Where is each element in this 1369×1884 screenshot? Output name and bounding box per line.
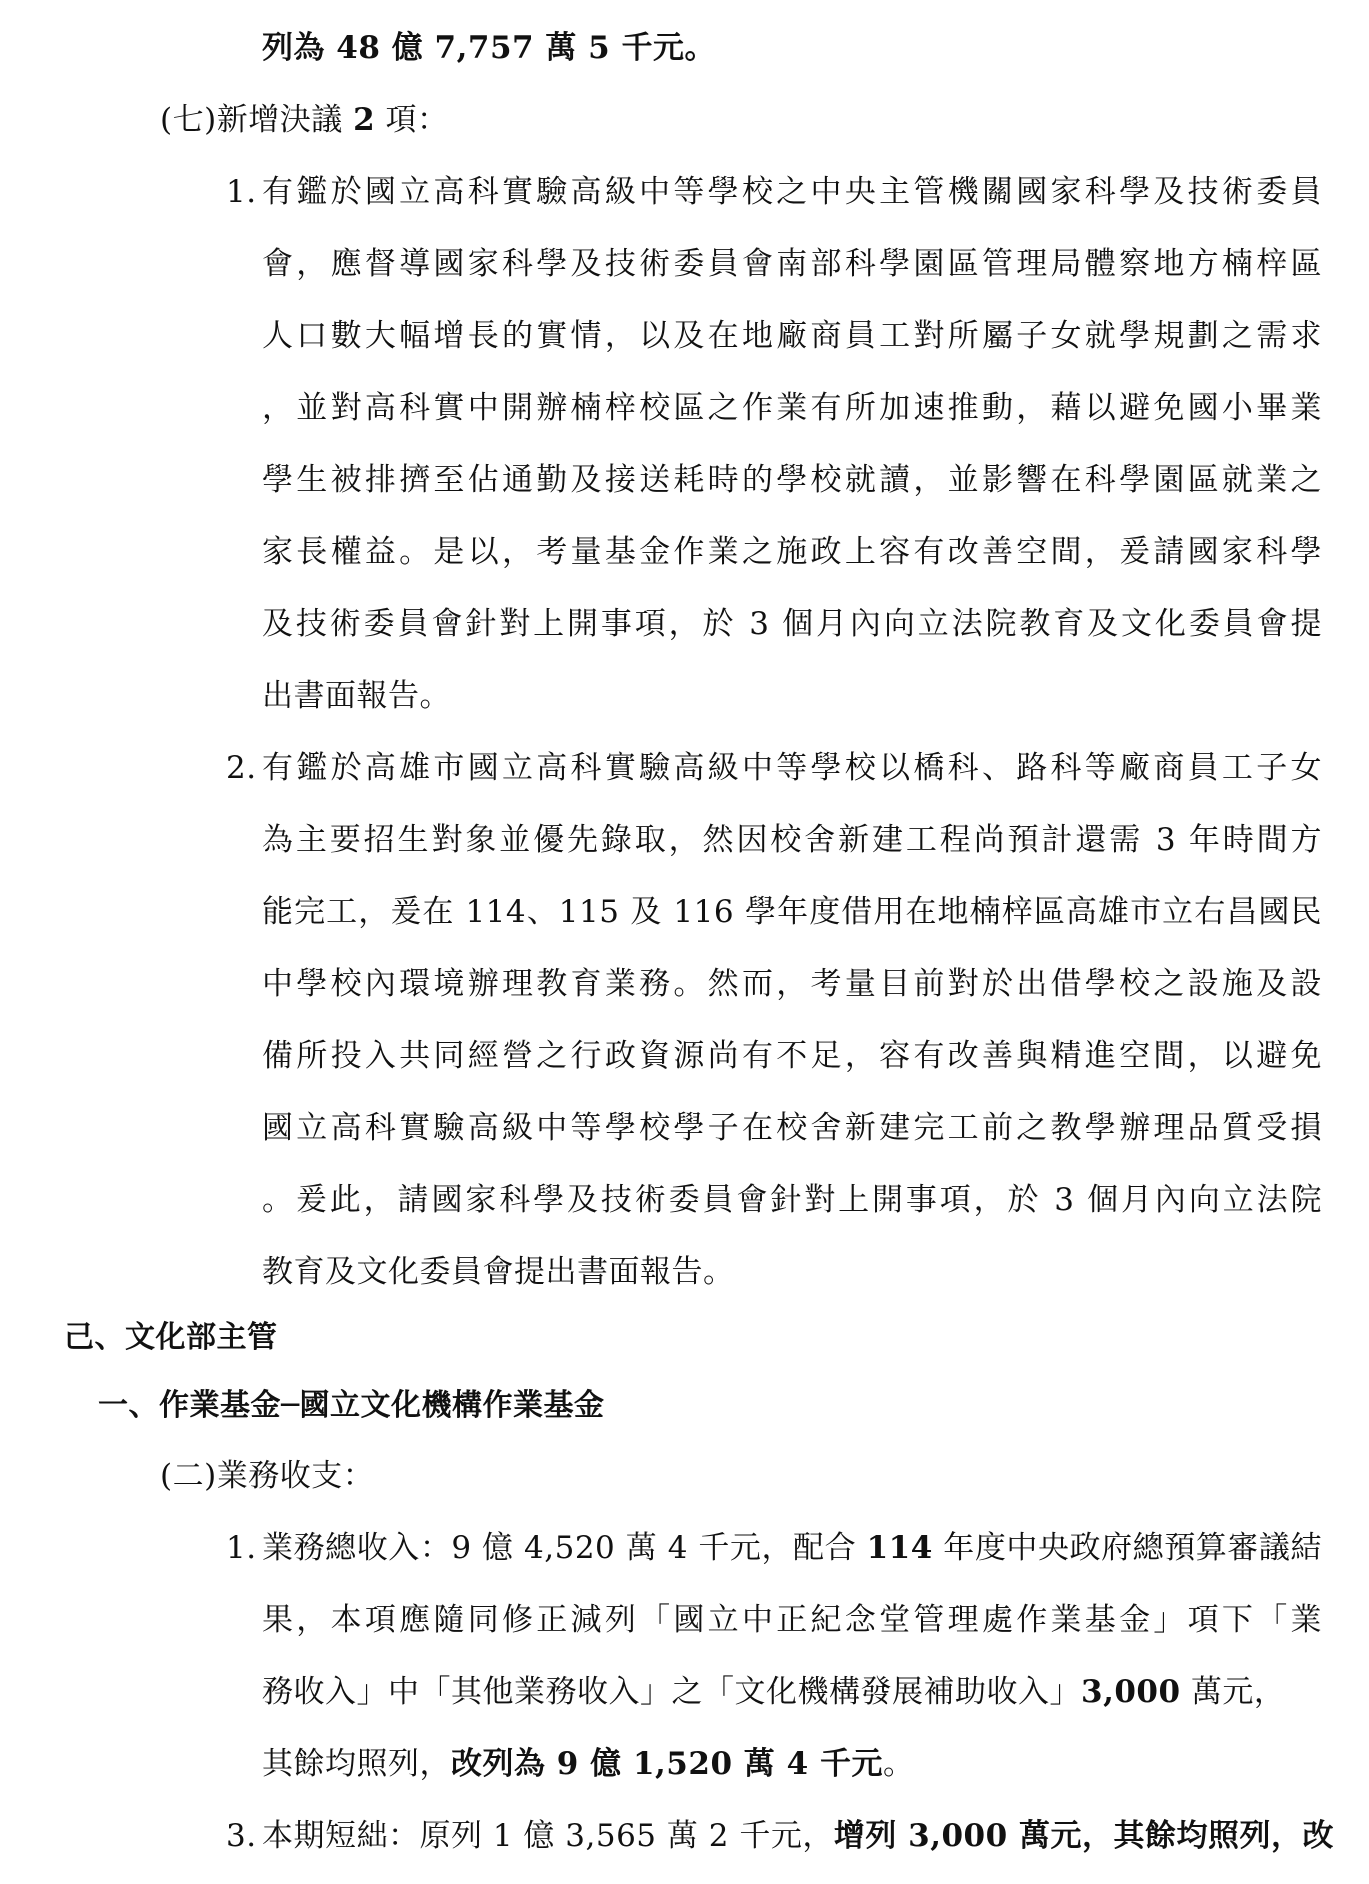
item-1-line: 其餘均照列，改列為 9 億 1,520 萬 4 千元。 xyxy=(262,1746,915,1782)
fund-heading: 一、作業基金─國立文化機構作業基金 xyxy=(98,1388,605,1423)
resolution-2-line: 能完工，爰在 114、115 及 116 學年度借用在地楠梓區高雄市立右昌國民 xyxy=(262,894,1322,930)
resolution-2-number-text: 2. xyxy=(226,750,257,786)
resolution-2-line: 備所投入共同經營之行政資源尚有不足，容有改善與精進空間，以避免 xyxy=(262,1038,1322,1074)
resolution-1-line: 有鑑於國立高科實驗高級中等學校之中央主管機關國家科學及技術委員 xyxy=(262,174,1322,210)
resolution-1-line: 學生被排擠至佔通勤及接送耗時的學校就讀，並影響在科學園區就業之 xyxy=(262,462,1322,498)
resolution-2-line: 為主要招生對象並優先錄取，然因校舍新建工程尚預計還需 3 年時間方 xyxy=(262,822,1322,858)
chapter-heading: 己、文化部主管 xyxy=(64,1320,278,1355)
item-1-number: 1. xyxy=(226,1530,257,1566)
section-2-heading: (二)業務收支： xyxy=(160,1458,375,1494)
resolution-2-number xyxy=(226,748,257,788)
top-continuation-line xyxy=(262,28,716,68)
item-1-line: 果，本項應隨同修正減列「國立中正紀念堂管理處作業基金」項下「業 xyxy=(262,1602,1322,1638)
resolution-1-line: 人口數大幅增長的實情，以及在地廠商員工對所屬子女就學規劃之需求 xyxy=(262,318,1322,354)
item-1-line: 務收入」中「其他業務收入」之「文化機構發展補助收入」3,000 萬元， xyxy=(262,1674,1286,1710)
resolution-1-number-text: 1. xyxy=(226,174,257,210)
section-7-label: (七)新增決議 xyxy=(160,102,343,138)
item-3-number: 3. xyxy=(226,1818,257,1854)
resolution-1-line: 及技術委員會針對上開事項，於 3 個月內向立法院教育及文化委員會提 xyxy=(262,606,1322,642)
resolution-1-line: ，並對高科實中開辦楠梓校區之作業有所加速推動，藉以避免國小畢業 xyxy=(262,390,1322,426)
resolution-1-line: 家長權益。是以，考量基金作業之施政上容有改善空間，爰請國家科學 xyxy=(262,534,1322,570)
resolution-2-line: 國立高科實驗高級中等學校學子在校舍新建完工前之教學辦理品質受損 xyxy=(262,1110,1322,1146)
section-7-heading xyxy=(160,100,449,140)
resolution-2-line: 有鑑於高雄市國立高科實驗高級中等學校以橋科、路科等廠商員工子女 xyxy=(262,750,1322,786)
top-continuation-text: 列為 48 億 7,757 萬 5 千元。 xyxy=(262,30,717,66)
section-7-suffix: 項： xyxy=(385,102,449,138)
resolution-1-line: 出書面報告。 xyxy=(262,678,451,714)
item-3-line: 本期短絀：原列 1 億 3,565 萬 2 千元，增列 3,000 萬元，其餘均照列，改 xyxy=(262,1818,1334,1854)
resolution-2-line: 中學校內環境辦理教育業務。然而，考量目前對於出借學校之設施及設 xyxy=(262,966,1322,1002)
resolution-1-line: 會，應督導國家科學及技術委員會南部科學園區管理局體察地方楠梓區 xyxy=(262,246,1322,282)
resolution-1-number xyxy=(226,172,257,212)
resolution-2-line: 教育及文化委員會提出書面報告。 xyxy=(262,1254,735,1290)
resolution-2-line: 。爰此，請國家科學及技術委員會針對上開事項，於 3 個月內向立法院 xyxy=(262,1182,1322,1218)
section-7-count: 2 xyxy=(353,102,376,138)
item-1-line: 業務總收入：9 億 4,520 萬 4 千元，配合 114 年度中央政府總預算審議結 xyxy=(262,1530,1322,1566)
